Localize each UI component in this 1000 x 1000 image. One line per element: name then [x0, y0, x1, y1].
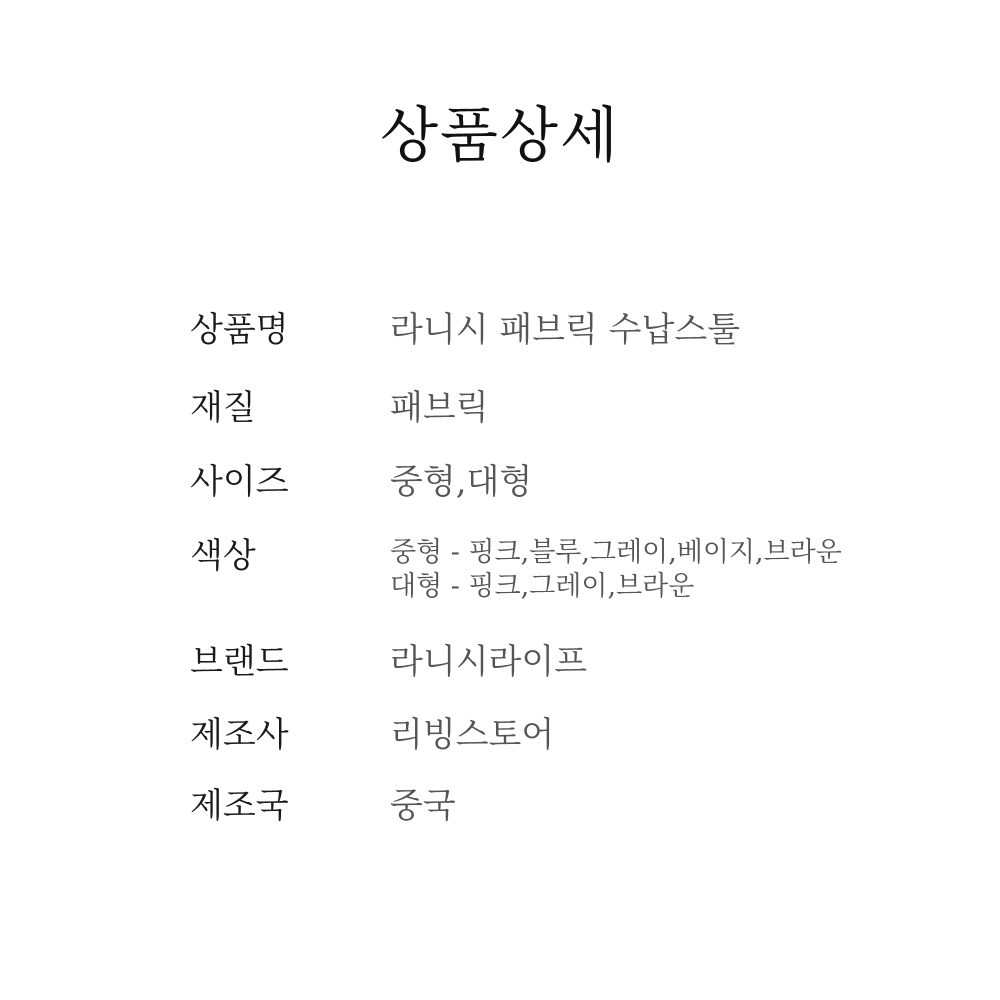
color-line-medium: 중형 - 핑크,블루,그레이,베이지,브라운 — [390, 537, 842, 568]
spec-label: 제조사 — [190, 715, 289, 755]
spec-value: 패브릭 — [390, 388, 489, 428]
page-title: 상품상세 — [380, 101, 620, 171]
spec-label: 색상 — [190, 536, 256, 576]
spec-value: 리빙스토어 — [390, 715, 555, 755]
spec-value: 라니시라이프 — [390, 642, 588, 682]
spec-value: 중형,대형 — [390, 462, 533, 502]
spec-value: 중국 — [390, 786, 456, 826]
spec-label: 사이즈 — [190, 462, 289, 502]
color-line-large: 대형 - 핑크,그레이,브라운 — [390, 571, 695, 602]
spec-label: 재질 — [190, 388, 256, 428]
spec-label: 브랜드 — [190, 642, 289, 682]
spec-value: 라니시 패브릭 수납스툴 — [390, 310, 741, 350]
spec-label: 제조국 — [190, 786, 289, 826]
spec-label: 상품명 — [190, 310, 289, 350]
spec-value-color-list — [390, 536, 842, 604]
